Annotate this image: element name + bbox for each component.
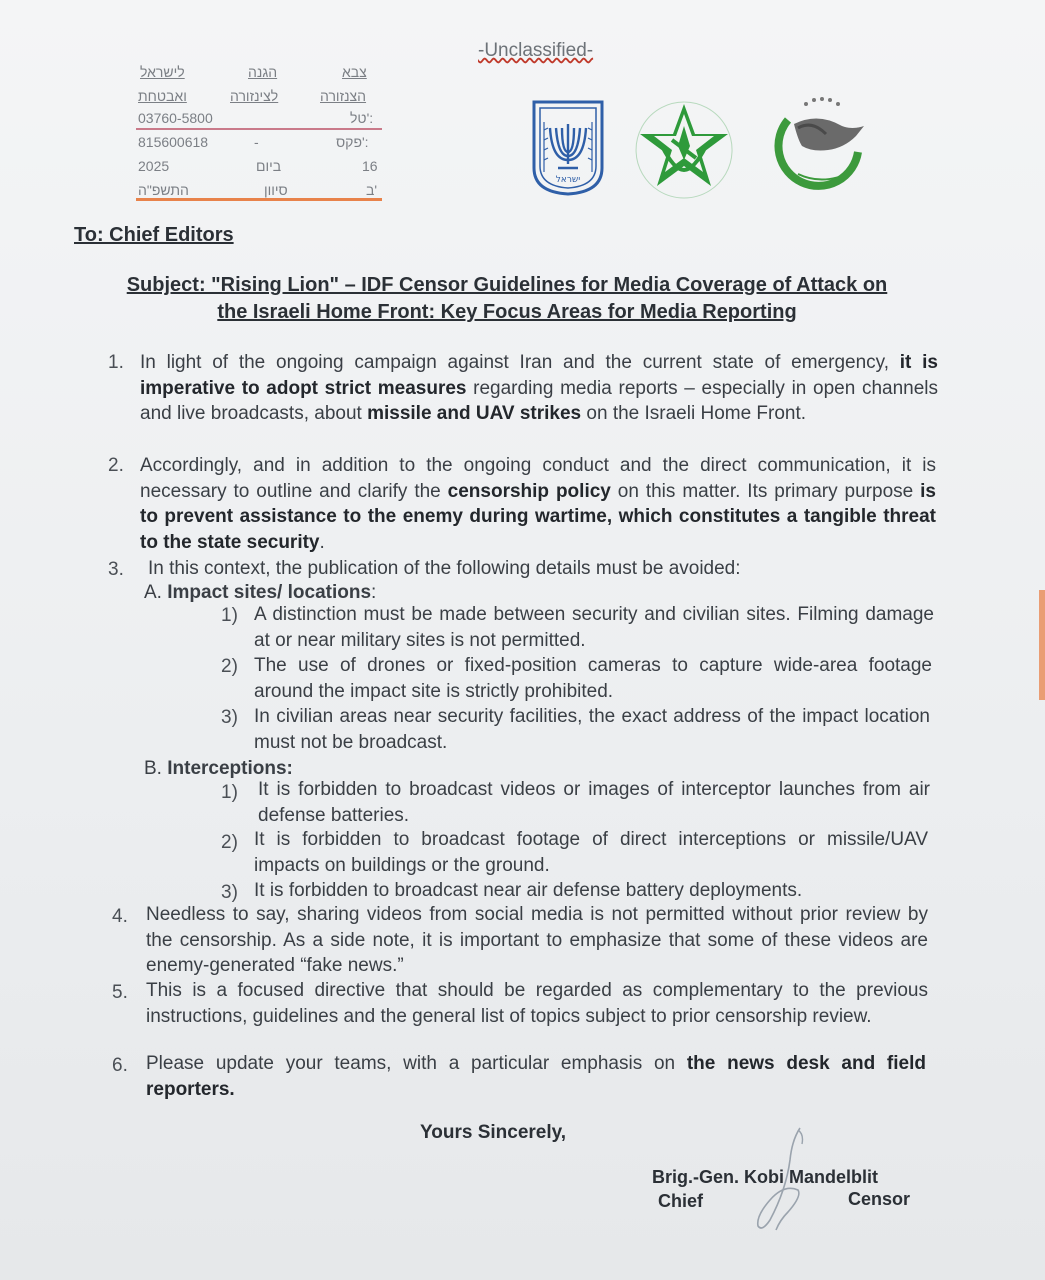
item-number-5: 5. [112, 982, 128, 1003]
body-text: This is a focused directive that should be regarded as complementary to the previous instructions, guidelines and the general list of topics subject to prior censorship review. [146, 980, 928, 1027]
subject-line-1: Subject: "Rising Lion" – IDF Censor Guidelines for Media Coverage of Attack on [126, 274, 888, 296]
b-point-2: It is forbidden to broadcast footage of direct interceptions or missile/UAV impacts on buildings or the ground. [254, 829, 928, 876]
hebrew-fax-label: פקס': [336, 134, 369, 150]
item-1 [140, 350, 938, 427]
b-point-1: It is forbidden to broadcast videos or images of interceptor launches from air defense batteries. [258, 779, 930, 826]
classification-label: -Unclassified- [478, 40, 594, 61]
section-a-letter: A. [144, 582, 162, 603]
hebrew-org-2: הגנה [248, 64, 278, 80]
a-point-number-2: 2) [221, 656, 238, 677]
signatory-role-censor: Censor [848, 1189, 911, 1209]
hebrew-hebyear: התשפ"ה [138, 182, 189, 198]
item-4 [146, 902, 928, 979]
emphasis-text: the news desk and field reporters. [146, 1053, 926, 1100]
logos [524, 90, 874, 200]
b-point-3: It is forbidden to broadcast near air defense battery deployments. [254, 880, 803, 901]
a-point-number-1: 1) [221, 605, 238, 626]
body-text: In light of the ongoing campaign against Iran and the current state of emergency, [140, 352, 900, 373]
hebrew-year: 2025 [138, 158, 170, 174]
item-number-3: 3. [108, 559, 124, 580]
edge-accent [1039, 590, 1045, 700]
body-text: Accordingly, and in addition to the ongoing conduct and the direct communication, it is necessary to outline and clarify the [140, 455, 936, 502]
hebrew-sub-3: ואבטחת [138, 88, 187, 104]
to-line: To: Chief Editors [74, 224, 234, 246]
hebrew-org-1: צבא [342, 64, 367, 80]
item-number-2: 2. [108, 455, 124, 476]
item-3 [148, 556, 938, 582]
hebrew-day-value: 16 [362, 158, 378, 174]
emblem-caption: ישראל [555, 175, 581, 185]
section-a-title: Impact sites/ locations [167, 582, 372, 603]
item-5 [146, 978, 928, 1029]
a-point-3: In civilian areas near security facilities, the exact address of the impact location must not be broadcast. [254, 706, 930, 753]
hebrew-sub-2: לצינזורה [230, 88, 279, 104]
hebrew-tel-value: 03760-5800 [138, 110, 213, 126]
section-a-colon: : [371, 582, 377, 603]
hebrew-rule-2 [136, 198, 382, 201]
section-b-title: Interceptions: [167, 758, 293, 779]
hebrew-header [136, 64, 382, 200]
hebrew-tel-label: טל': [350, 110, 374, 126]
item-2 [140, 453, 936, 555]
b-point-number-1: 1) [221, 782, 238, 803]
body-text: Please update your teams, with a particular emphasis on [146, 1053, 687, 1074]
a-point-2: The use of drones or fixed-position cameras to capture wide-area footage around the impact site is strictly prohibited. [254, 655, 932, 702]
subject [84, 272, 930, 326]
emphasis-text: it is imperative to adopt strict measures [140, 352, 938, 399]
item-number-6: 6. [112, 1055, 128, 1076]
hebrew-org-3: לישראל [140, 64, 185, 80]
state-emblem-icon [528, 98, 608, 198]
b-point-number-2: 2) [221, 832, 238, 853]
emphasis-text: is to prevent assistance to the enemy during wartime, which constitutes a tangible threat to the state security [140, 480, 936, 553]
hebrew-month-label: ב' [366, 182, 378, 198]
hebrew-sub-1: הצנזורה [320, 88, 367, 104]
body-text: In this context, the publication of the following details must be avoided: [148, 558, 741, 579]
a-point-number-3: 3) [221, 707, 238, 728]
item-number-4: 4. [112, 906, 128, 927]
idf-emblem-icon [634, 100, 734, 200]
body-text: on this matter. Its primary purpose [610, 480, 921, 502]
emphasis-text: censorship policy [447, 480, 611, 502]
section-a-heading [144, 582, 376, 604]
hebrew-month: סיוון [264, 182, 288, 198]
body-text: . [319, 531, 325, 553]
subject-line-2: the Israeli Home Front: Key Focus Areas for Media Reporting [217, 301, 797, 323]
hebrew-day-label: ביום [256, 158, 282, 174]
censor-emblem-icon [768, 90, 878, 190]
emphasis-text: missile and UAV strikes [367, 403, 582, 424]
closing: Yours Sincerely, [420, 1122, 567, 1143]
hebrew-dash: - [254, 134, 259, 150]
body-text: regarding media reports – especially in open channels and live broadcasts, about [140, 377, 938, 424]
hebrew-fax-value: 815600618 [138, 134, 209, 150]
a-point-1: A distinction must be made between security and civilian sites. Filming damage at or near military sites is not permitted. [254, 604, 934, 651]
item-6 [146, 1051, 926, 1102]
b-point-number-3: 3) [221, 882, 238, 903]
body-text: Needless to say, sharing videos from social media is not permitted without prior review by the censorship. As a side note, it is important to emphasize that some of these videos are enemy-generated “fake news.” [146, 904, 928, 976]
item-number-1: 1. [108, 352, 124, 373]
body-text: on the Israeli Home Front. [581, 403, 807, 424]
hebrew-rule-1 [136, 128, 382, 130]
section-b-letter: B. [144, 758, 162, 779]
signatory-name: Brig.-Gen. Kobi Mandelblit [652, 1167, 878, 1187]
signatory-role-chief: Chief [658, 1191, 703, 1211]
